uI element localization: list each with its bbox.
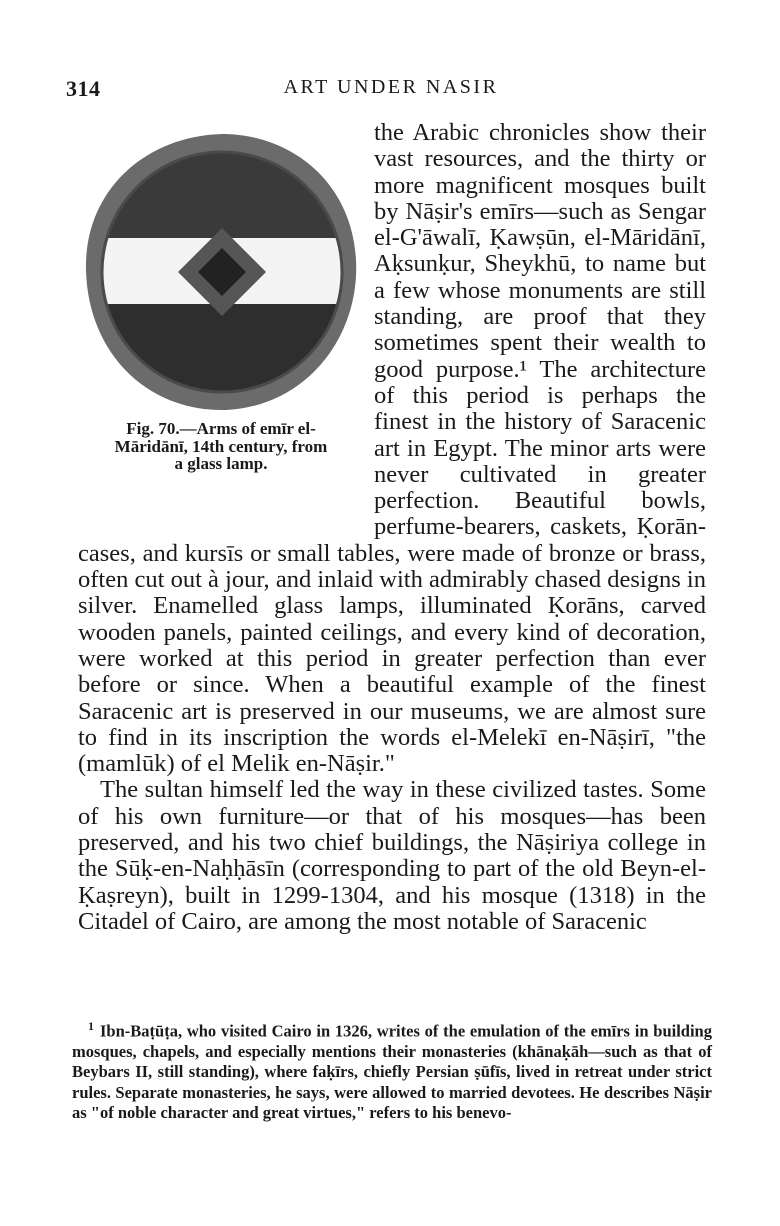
paragraph-1: the Arabic chronicles show their vast resources, and the thirty or more magnificent mosques built by Nāṣir's emīrs—such as Sengar el-G'āwalī, Ḳawṣūn, el-Māridānī, Aḳsunḳur, Sheykhū, to name but a few whose monuments are still standing, are proof that they sometimes spent their wealth to good purpose.¹ The architecture of this period is perhaps the finest in the history of Saracenic art in Egypt. The minor arts were never cultivated in greater perfection. Beautiful bowls, perfume-bearers, caskets, Ḳorān-cases, and kursīs or small tables, were made of bronze or brass, often cut out à jour, and inlaid with admirably chased designs in silver. Enamelled glass lamps, illuminated Ḳorāns, carved wooden panels, painted ceilings, and every kind of decoration, were worked at this period in greater perfection than ever before or since. When a beautiful example of the finest Saracenic art is preserved in our museums, we are almost sure to find in its inscription the words el-Melekī en-Nāṣirī, "the (mamlūk) of el Melik en-Nāṣir." [78,119,706,778]
running-head: ART UNDER NASIR [283,76,499,98]
page-header [66,76,716,106]
footnote-1 [72,1016,712,1124]
footnotes [72,1016,712,1124]
footnote-text: Ibn-Baṭūṭa, who visited Cairo in 1326, writes of the emulation of the emīrs in building mosques, chapels, and especially mentions their monasteries (khānaḳāh—such as that of Beybars II, still standing), where faḳīrs, chiefly Persian ṣūfīs, lived in retreat under strict rules. Separate monasteries, he says, were allowed to married devotees. He describes Nāṣir as "of noble character and great virtues," refers to his benevo- [72,1021,712,1123]
page-number: 314 [66,76,101,101]
paragraph-2-text: The sultan himself led the way in these civilized tastes. Some of his own furniture—or that of his mosques—has been preserved, and his two chief buildings, the Nāṣiriya college in the Sūḳ-en-Naḥḥāsīn (corresponding to part of the old Beyn-el-Ḳaṣreyn), built in 1299-1304, and his mosque (1318) in the Citadel of Cairo, are among the most notable of Saracenic [78,776,706,935]
caption-line: Māridānī, 14th century, from [114,436,328,456]
paragraph-2 [78,777,706,935]
caption-line: Fig. 70.—Arms of emīr el- [126,419,316,438]
figure-caption [76,420,366,473]
figure-arms-emir [76,120,366,520]
body-text [78,120,706,935]
heraldic-shield-image [76,120,366,420]
footnote-mark: 1 [88,1019,94,1033]
caption-line: a glass lamp. [174,454,268,473]
